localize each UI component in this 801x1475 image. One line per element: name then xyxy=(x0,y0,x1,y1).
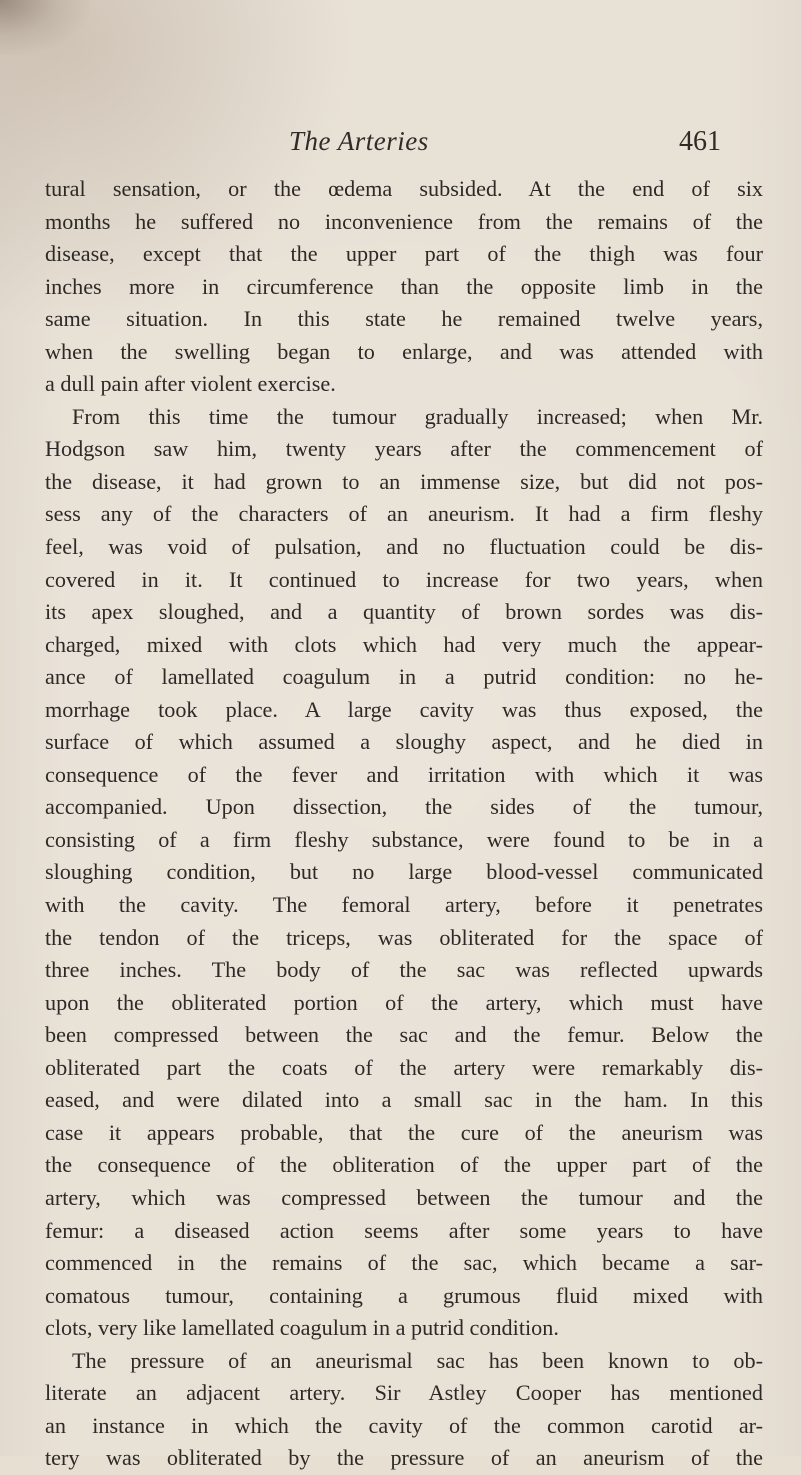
text-line: Hodgson saw him, twenty years after the commencement of xyxy=(45,436,763,462)
text-line: disease, except that the upper part of the thigh was four xyxy=(45,241,763,267)
running-head xyxy=(0,126,801,162)
text-line: morrhage took place. A large cavity was thus exposed, the xyxy=(45,696,763,722)
page-corner-shadow xyxy=(0,0,90,55)
text-line: sloughing condition, but no large blood-vessel communicated xyxy=(45,859,763,885)
text-line: when the swelling began to enlarge, and was attended with xyxy=(45,338,763,364)
text-line: charged, mixed with clots which had very much the appear- xyxy=(45,631,763,657)
text-line: From this time the tumour gradually increased; when Mr. xyxy=(72,403,763,429)
text-line: tural sensation, or the œdema subsided. At the end of six xyxy=(45,176,763,201)
text-line: comatous tumour, containing a grumous fluid mixed with xyxy=(45,1282,763,1308)
text-line: commenced in the remains of the sac, which became a sar- xyxy=(45,1250,763,1276)
text-line: literate an adjacent artery. Sir Astley Cooper has mentioned xyxy=(45,1380,763,1406)
text-line: upon the obliterated portion of the artery, which must have xyxy=(45,989,763,1015)
text-line: months he suffered no inconvenience from the remains of the xyxy=(45,208,763,234)
text-line: inches more in circumference than the opposite limb in the xyxy=(45,273,763,299)
text-line: case it appears probable, that the cure of the aneurism was xyxy=(45,1119,763,1145)
text-line: obliterated part the coats of the artery were remarkably dis- xyxy=(45,1054,763,1080)
text-line: tery was obliterated by the pressure of an aneurism of the xyxy=(45,1445,763,1471)
text-line: The pressure of an aneurismal sac has been known to ob- xyxy=(72,1347,763,1373)
text-line: consequence of the fever and irritation with which it was xyxy=(45,761,763,787)
text-line: clots, very like lamellated coagulum in a putrid condition. xyxy=(45,1315,559,1341)
text-line: consisting of a firm fleshy substance, were found to be in a xyxy=(45,826,763,852)
text-line: an instance in which the cavity of the common carotid ar- xyxy=(45,1412,763,1438)
text-line: surface of which assumed a sloughy aspect, and he died in xyxy=(45,729,763,755)
text-line: same situation. In this state he remained twelve years, xyxy=(45,306,763,332)
text-line: covered in it. It continued to increase for two years, when xyxy=(45,566,763,592)
text-line: the disease, it had grown to an immense size, but did not pos- xyxy=(45,468,763,494)
text-line: its apex sloughed, and a quantity of brown sordes was dis- xyxy=(45,599,763,625)
text-line: ance of lamellated coagulum in a putrid condition: no he- xyxy=(45,664,763,690)
text-line: the tendon of the triceps, was obliterated for the space of xyxy=(45,924,763,950)
text-line: with the cavity. The femoral artery, before it penetrates xyxy=(45,892,763,918)
text-line: three inches. The body of the sac was reflected upwards xyxy=(45,957,763,983)
text-line: femur: a diseased action seems after some years to have xyxy=(45,1217,763,1243)
text-line: the consequence of the obliteration of the upper part of the xyxy=(45,1152,763,1178)
running-title: The Arteries xyxy=(289,126,429,156)
text-line: artery, which was compressed between the tumour and the xyxy=(45,1184,763,1210)
text-line: a dull pain after violent exercise. xyxy=(45,371,336,397)
text-line: been compressed between the sac and the femur. Below the xyxy=(45,1022,763,1048)
page-number: 461 xyxy=(679,126,721,157)
text-line: sess any of the characters of an aneurism. It had a firm fleshy xyxy=(45,501,763,527)
text-line: feel, was void of pulsation, and no fluctuation could be dis- xyxy=(45,534,763,560)
text-line: eased, and were dilated into a small sac in the ham. In this xyxy=(45,1087,763,1113)
body-text xyxy=(45,173,763,1475)
text-line: accompanied. Upon dissection, the sides of the tumour, xyxy=(45,794,763,820)
